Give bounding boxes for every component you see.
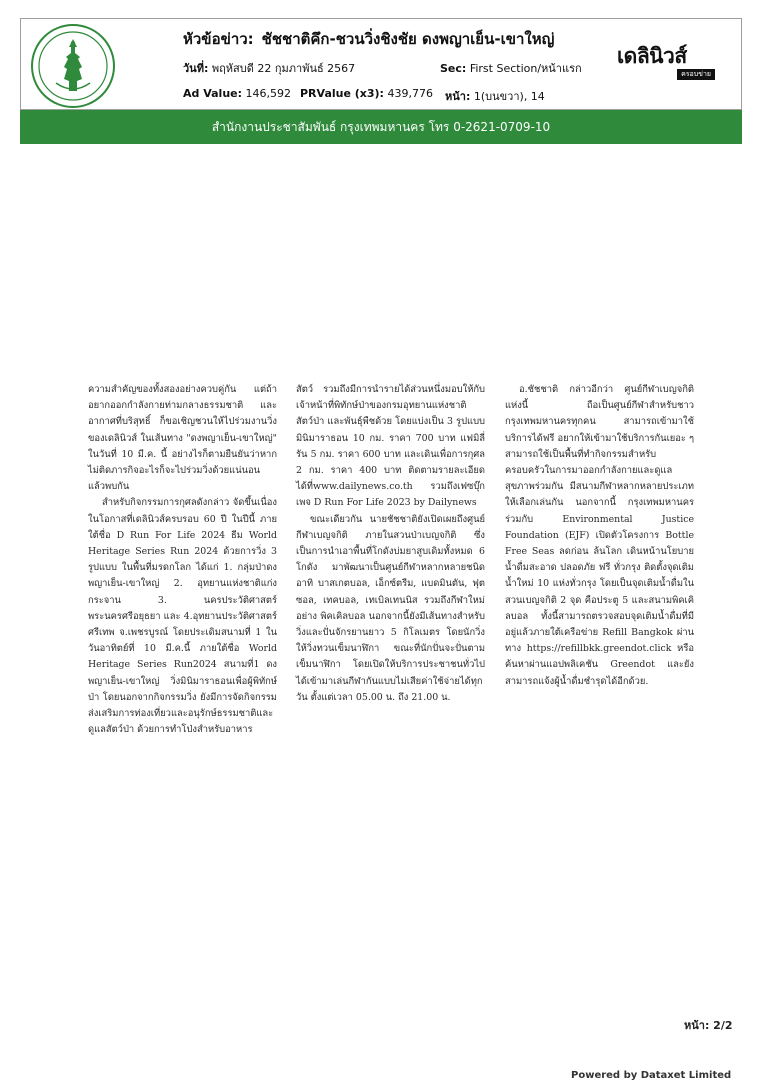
paragraph: สำหรับกิจกรรมการกุศลดังกล่าว จัดขึ้นเนื่องในโอกาสที่เดลินิวส์ครบรอบ 60 ปี ในปีนี้ ภายใต้ชื่อ D Run For Life 2024 ธีม World Heritage Series Run 2024 ด้วยการวิ่ง 3 รูปแบบ ในพื้นที่มรดกโลก ได้แก่ 1. กลุ่มป่าดงพญาเย็น-เขาใหญ่ 2. อุทยานแห่งชาติแก่งกระจาน 3. นครประวัติศาสตร์พระนครศรีอยุธยา และ 4.อุทยานประวัติศาสตร์ศรีเทพ จ.เพชรบูรณ์ โดยประเดิมสนามที่ 1 ในวันอาทิตย์ที่ 10 มี.ค.นี้ ภายใต้ชื่อ World Heritage Series Run2024 สนามที่1 ดงพญาเย็น-เขาใหญ่ วิ่งมินิมาราธอนเพื่อผู้พิทักษ์ป่า โดยนอกจากกิจกรรมวิ่ง ยังมีการจัดกิจกรรมส่งเสริมการท่องเที่ยวและอนุรักษ์ธรรมชาติและดูแลสัตว์ป่า ด้วยการทำโป่งสำหรับอาหาร (88, 497, 277, 736)
bma-seal-logo (30, 23, 116, 109)
article-column-3 (505, 382, 694, 690)
page-label: หน้า: (445, 90, 471, 103)
page-number: หน้า: 2/2 (684, 1019, 733, 1032)
paragraph: ขณะเดียวกัน นายชัชชาติยังเปิดเผยถึงศูนย์กีฬาเบญจกิติ ภายในสวนป่าเบญจกิติ ซึ่งเป็นการนำเอาพื้นที่โกดังบ่มยาสูบเดิมทั้งหมด 6 โกดัง มาพัฒนาเป็นศูนย์กีฬาหลากหลายชนิด อาทิ บาสเกตบอล, เอ็กซ์ตรีม, แบดมินตัน, ฟุตซอล, เทคบอล, เทเบิลเทนนิส รวมถึงกีฬาใหม่อย่าง พิคเคิลบอล นอกจากนี้ยังมีเส้นทางสำหรับวิ่งและปั่นจักรยานยาว 5 กิโลเมตร โดยนักวิ่งให้วิ่งทวนเข็มนาฬิกา ขณะที่นักปั่นจะปั่นตามเข็มนาฬิกา โดยเปิดให้บริการประชาชนทั่วไปได้เข้ามาเล่นกีฬากันแบบไม่เสียค่าใช้จ่ายได้ทุกวัน ตั้งแต่เวลา 05.00 น. ถึง 21.00 น. (296, 513, 485, 703)
section-value: First Section/หน้าแรก (469, 62, 582, 75)
paragraph: ความสำคัญของทั้งสองอย่างควบคู่กัน แต่ถ้าอยากออกกำลังกายท่ามกลางธรรมชาติ และอากาศที่บริสุทธิ์ ก็ขอเชิญชวนให้ไปร่วมงานวิ่งของเดลินิวส์ ในเส้นทาง "ดงพญาเย็น-เขาใหญ่" ในวันที่ 10 มี.ค. นี้ อย่างไรก็ตามยืนยันว่าหากไม่ติดภารกิจอะไรก็จะไปร่วมวิ่งด้วยแน่นอน แล้วพบกัน (88, 384, 277, 493)
pr-value-row (300, 87, 433, 100)
ad-value: 146,592 (245, 87, 292, 100)
office-contact-bar: สำนักงานประชาสัมพันธ์ กรุงเทพมหานคร โทร 0-2621-0709-10 (20, 110, 742, 144)
ad-value-row (183, 87, 291, 100)
headline-text: ชัชชาติคึก-ชวนวิ่งชิงชัย ดงพญาเย็น-เขาใหญ่ (261, 30, 555, 48)
powered-by: Powered by Dataxet Limited (571, 1070, 732, 1081)
date-label: วันที่: (183, 62, 209, 75)
paragraph: สัตว์ รวมถึงมีการนำรายได้ส่วนหนึ่งมอบให้กับเจ้าหน้าที่พิทักษ์ป่าของกรมอุทยานแห่งชาติ สัตว์ป่า และพันธุ์พืชด้วย โดยแบ่งเป็น 3 รูปแบบ มินิมาราธอน 10 กม. ราคา 700 บาท แฟมิลี่ รัน 5 กม. ราคา 600 บาท และเดินเพื่อการกุศล 2 กม. ราคา 400 บาท ติดตามรายละเอียดได้ที่www.dailynews.co.th รวมถึงเฟซบุ๊กเพจ D Run For Life 2023 by Dailynews (296, 384, 485, 509)
date-row (183, 59, 355, 77)
headline-label: หัวข้อข่าว: (183, 30, 254, 48)
paragraph: อ.ชัชชาติ กล่าวอีกว่า ศูนย์กีฬาเบญจกิติแห่งนี้ ถือเป็นศูนย์กีฬาสำหรับชาวกรุงเทพมหานครทุกคน สามารถเข้ามาใช้บริการได้ฟรี อยากให้เข้ามาใช้บริการกันเยอะ ๆ สามารถใช้เป็นพื้นที่ทำกิจกรรมสำหรับครอบครัวในการมาออกกำลังกายและดูแลสุขภาพร่วมกัน มีสนามกีฬาหลากหลายประเภทให้เลือกเล่นกัน นอกจากนี้ กรุงเทพมหานคร ร่วมกับ Environmental Justice Foundation (EJF) เปิดตัวโครงการ Bottle Free Seas ลดก่อน ล้นโลก เดินหน้านโยบายน้ำดื่มสะอาด ปลอดภัย ฟรี ทั่วกรุง ติดตั้งจุดเติมน้ำใหม่ 10 แห่งทั่วกรุง โดยเป็นจุดเติมน้ำดื่มในสวนเบญจกิติ 2 จุด คือประตู 5 และสนามพิคเคิลบอล ทั้งนี้สามารถตรวจสอบจุดเติมน้ำดื่มที่มีอยู่แล้วภายใต้เครือข่าย Refill Bangkok ผ่านทาง https://refillbkk.greendot.click หรือค้นหาผ่านแอปพลิเคชัน Greendot และยังสามารถแจ้งผู้น้ำดื่มชำรุดได้อีกด้วย. (505, 384, 694, 687)
section-label: Sec: (440, 62, 467, 75)
section-row (440, 59, 582, 77)
pr-value-label: PRValue (x3): (300, 87, 384, 100)
article-column-2 (296, 382, 485, 706)
page-value: 1(บนขวา), 14 (473, 90, 545, 103)
pr-value: 439,776 (387, 87, 433, 100)
brand-name: เดลินิวส์ (617, 44, 687, 68)
article-column-1 (88, 382, 277, 738)
dailynews-logo (617, 44, 727, 88)
article-body (88, 382, 694, 842)
page-row (445, 87, 545, 105)
date-value: พฤหัสบดี 22 กุมภาพันธ์ 2567 (211, 62, 356, 75)
brand-tag: ครอบข่าย (677, 69, 715, 80)
headline (183, 27, 554, 51)
ad-value-label: Ad Value: (183, 87, 243, 100)
